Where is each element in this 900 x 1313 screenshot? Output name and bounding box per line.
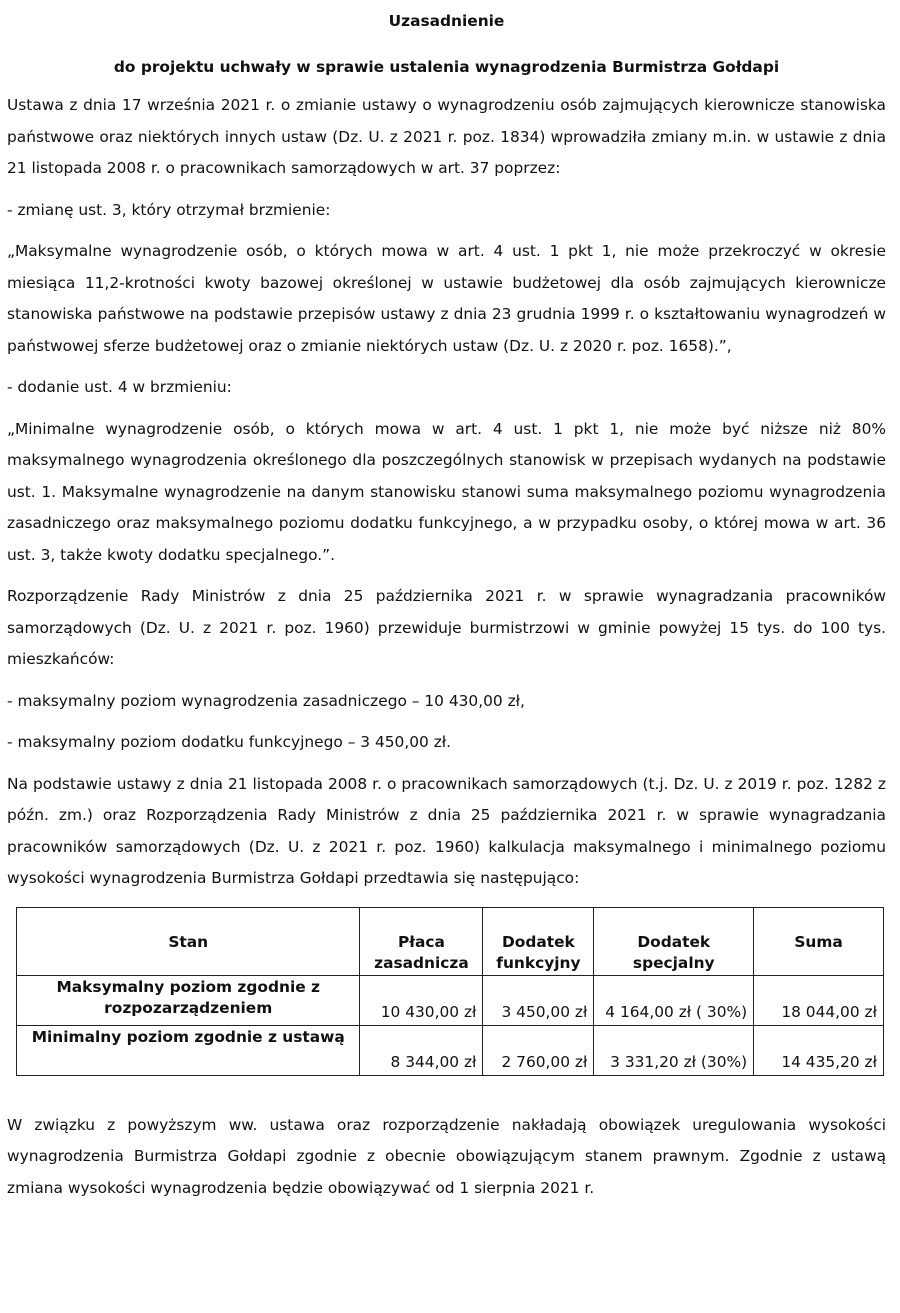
table-header-cell: Stan — [17, 907, 360, 975]
table-header-cell: Dodatek funkcyjny — [483, 907, 594, 975]
paragraph-intro: Ustawa z dnia 17 września 2021 r. o zmianie ustawy o wynagrodzeniu osób zajmujących kierownicze stanowiska państwowe oraz niektórych innych ustaw (Dz. U. z 2021 r. poz. 1834) wprowadziła zmiany m.in. w ustawie z dnia 21 listopada 2008 r. o pracownikach samorządowych w art. 37 poprzez: — [7, 96, 886, 177]
table-row-label: Minimalny poziom zgodnie z ustawą — [17, 1025, 360, 1075]
table-cell: 2 760,00 zł — [483, 1025, 594, 1075]
table-cell: 10 430,00 zł — [360, 975, 483, 1025]
paragraph-change-ust3: - zmianę ust. 3, który otrzymał brzmienie: — [7, 200, 331, 219]
table-header-row — [17, 907, 884, 975]
salary-table — [16, 907, 884, 1076]
paragraph-regulation: Rozporządzenie Rady Ministrów z dnia 25 października 2021 r. w sprawie wynagradzania pracowników samorządowych (Dz. U. z 2021 r. poz. 1960) przewiduje burmistrzowi w gminie powyżej 15 tys. do 100 tys. mieszkańców: — [7, 587, 886, 668]
document-title: Uzasadnienie — [388, 12, 505, 30]
paragraph-max-functional: - maksymalny poziom dodatku funkcyjnego – 3 450,00 zł. — [7, 733, 452, 751]
table-row-label: Maksymalny poziom zgodnie z rozpozarządzeniem — [17, 975, 360, 1025]
table-header-cell: Dodatek specjalny — [594, 907, 754, 975]
table-row — [17, 1025, 884, 1075]
document-subtitle: do projektu uchwały w sprawie ustalenia wynagrodzenia Burmistrza Gołdapi — [113, 58, 780, 76]
table-cell: 3 331,20 zł (30%) — [594, 1025, 754, 1075]
table-cell: 3 450,00 zł — [483, 975, 594, 1025]
paragraph-closing: W związku z powyższym ww. ustawa oraz rozporządzenie nakładają obowiązek uregulowania wysokości wynagrodzenia Burmistrza Gołdapi zgodnie z obecnie obowiązującym stanem prawnym. Zgodnie z ustawą zmiana wysokości wynagrodzenia będzie obowiązywać od 1 sierpnia 2021 r. — [7, 1115, 886, 1197]
paragraph-quote-min: „Minimalne wynagrodzenie osób, o których mowa w art. 4 ust. 1 pkt 1, nie może być niższe niż 80% maksymalnego wynagrodzenia określonego dla poszczególnych stanowisk w przepisach wydanych na podstawie ust. 1. Maksymalne wynagrodzenie na danym stanowisku stanowi suma maksymalnego poziomu wynagrodzenia zasadniczego oraz maksymalnego poziomu dodatku funkcyjnego, a w przypadku osoby, o której mowa w art. 36 ust. 3, także kwoty dodatku specjalnego.”. — [7, 419, 886, 564]
paragraph-calculation: Na podstawie ustawy z dnia 21 listopada 2008 r. o pracownikach samorządowych (t.j. Dz. U. z 2019 r. poz. 1282 z późn. zm.) oraz Rozporządzenia Rady Ministrów z dnia 25 października 2021 r. w sprawie wynagradzania pracowników samorządowych (Dz. U. z 2021 r. poz. 1960) kalkulacja maksymalnego i minimalnego poziomu wysokości wynagrodzenia Burmistrza Gołdapi przedtawia się następująco: — [7, 774, 886, 887]
table-cell: 8 344,00 zł — [360, 1025, 483, 1075]
table-cell: 18 044,00 zł — [754, 975, 884, 1025]
paragraph-quote-max: „Maksymalne wynagrodzenie osób, o których mowa w art. 4 ust. 1 pkt 1, nie może przekroczyć w okresie miesiąca 11,2-krotności kwoty bazowej określonej w ustawie budżetowej dla osób zajmujących kierownicze stanowiska państwowe na podstawie przepisów ustawy z dnia 23 grudnia 1999 r. o kształtowaniu wynagrodzeń w państwowej sferze budżetowej oraz o zmianie niektórych ustaw (Dz. U. z 2020 r. poz. 1658).”, — [7, 242, 886, 355]
paragraph-max-base: - maksymalny poziom wynagrodzenia zasadniczego – 10 430,00 zł, — [7, 691, 525, 710]
table-header-cell: Płaca zasadnicza — [360, 907, 483, 975]
table-row — [17, 975, 884, 1025]
table-cell: 4 164,00 zł ( 30%) — [594, 975, 754, 1025]
document-page — [7, 0, 886, 1204]
table-cell: 14 435,20 zł — [754, 1025, 884, 1075]
paragraph-add-ust4: - dodanie ust. 4 w brzmieniu: — [7, 378, 232, 396]
table-header-cell: Suma — [754, 907, 884, 975]
